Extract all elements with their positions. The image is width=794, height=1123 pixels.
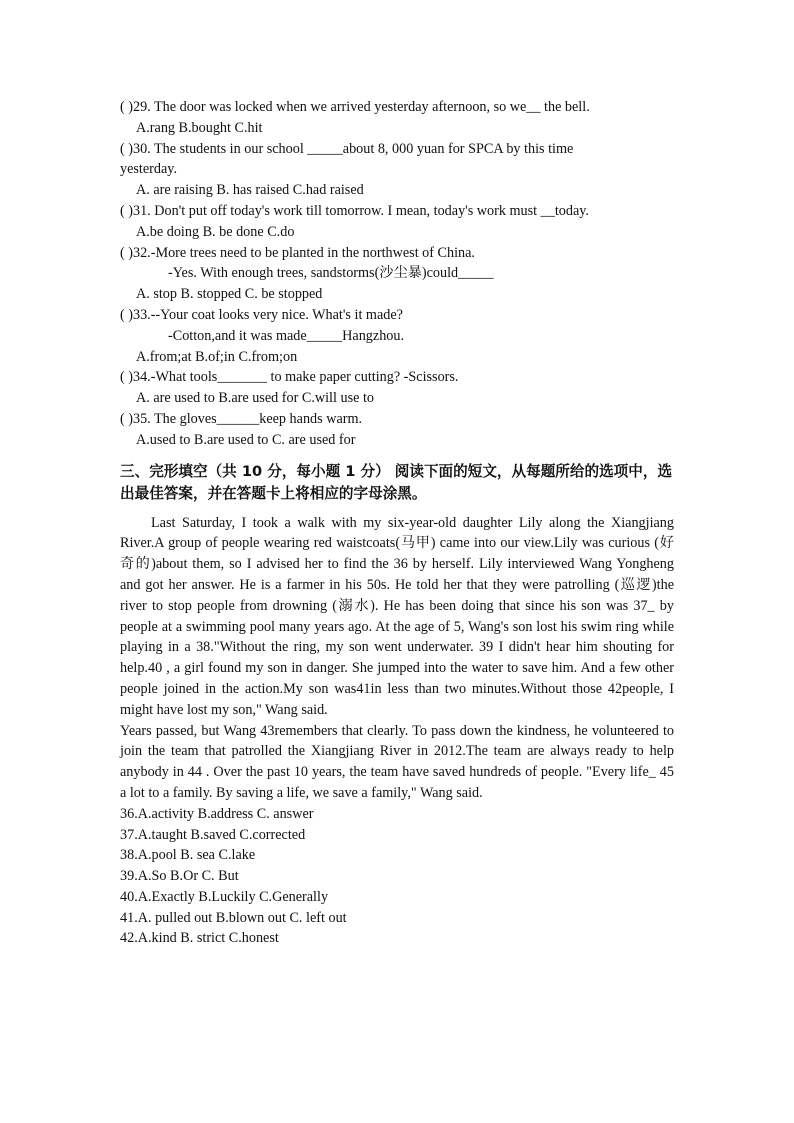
question-29-options: A.rang B.bought C.hit bbox=[136, 119, 263, 136]
question-33-reply: -Cotton,and it was made_____Hangzhou. bbox=[168, 327, 405, 344]
cloze-option-39: 39.A.So B.Or C. But bbox=[120, 868, 239, 885]
question-32-stem: ( )32.-More trees need to be planted in the northwest of China. bbox=[120, 244, 475, 261]
question-32-options: A. stop B. stopped C. be stopped bbox=[136, 286, 323, 303]
question-33-options: A.from;at B.of;in C.from;on bbox=[136, 348, 298, 365]
cloze-option-37: 37.A.taught B.saved C.corrected bbox=[120, 826, 306, 843]
question-33-stem: ( )33.--Your coat looks very nice. What's it made? bbox=[120, 306, 403, 323]
question-31-options: A.be doing B. be done C.do bbox=[136, 223, 295, 240]
question-35-stem: ( )35. The gloves______keep hands warm. bbox=[120, 410, 363, 427]
question-30-options: A. are raising B. has raised C.had raised bbox=[136, 182, 364, 199]
cloze-option-42: 42.A.kind B. strict C.honest bbox=[120, 930, 279, 947]
question-34-options: A. are used to B.are used for C.will use to bbox=[136, 390, 374, 407]
section-heading: 三、完形填空（共 10 分，每小题 1 分） 阅读下面的短文，从每题所给的选项中，选出最佳答案，并在答题卡上将相应的字母涂黑。 bbox=[120, 462, 673, 502]
passage-paragraph-1: Last Saturday, I took a walk with my six-year-old daughter Lily along the Xiangjiang River.A group of people wearing red waistcoats(马甲) came into our view.Lily was curious (好奇的)about them, so I advised her to find the 36 by herself. Lily interviewed Wang Yongheng and got her answer. He is a farmer in his 50s. He told her that they were patrolling (巡逻)the river to stop people from drowning (溺水). He has been doing that since his son was 37_ by people at a swimming pool many years ago. At the age of 5, Wang's son lost his swim ring while playing in a 38."Without the ring, my son went underwater. 39 I didn't hear him shouting for help.40 , a girl found my son in danger. She jumped into the water to save him. And a few other people joined in the action.My son was41in less than two minutes.Without those 42people, I might have lost my son," Wang said. bbox=[120, 514, 674, 718]
cloze-passage bbox=[120, 513, 674, 804]
question-29-stem: ( )29. The door was locked when we arrived yesterday afternoon, so we__ the bell. bbox=[120, 99, 590, 115]
question-31-stem: ( )31. Don't put off today's work till tomorrow. I mean, today's work must __today. bbox=[120, 202, 589, 219]
question-35-options: A.used to B.are used to C. are used for bbox=[136, 431, 356, 448]
cloze-option-38: 38.A.pool B. sea C.lake bbox=[120, 847, 256, 864]
cloze-option-36: 36.A.activity B.address C. answer bbox=[120, 805, 314, 822]
question-30-stem-cont: yesterday. bbox=[120, 161, 177, 178]
exam-page bbox=[120, 97, 674, 949]
cloze-option-41: 41.A. pulled out B.blown out C. left out bbox=[120, 909, 347, 926]
question-32-reply: -Yes. With enough trees, sandstorms(沙尘暴)could_____ bbox=[168, 265, 494, 282]
question-30-stem: ( )30. The students in our school _____about 8, 000 yuan for SPCA by this time bbox=[120, 140, 574, 157]
question-34-stem: ( )34.-What tools_______ to make paper cutting? -Scissors. bbox=[120, 369, 459, 386]
cloze-option-40: 40.A.Exactly B.Luckily C.Generally bbox=[120, 888, 329, 905]
passage-paragraph-2: Years passed, but Wang 43remembers that clearly. To pass down the kindness, he volunteered to join the team that patrolled the Xiangjiang River in 2012.The team are always ready to help anybody in 44 . Over the past 10 years, the team have saved hundreds of people. "Every life_ 45 a lot to a family. By saving a life, we save a family," Wang said. bbox=[120, 722, 674, 801]
